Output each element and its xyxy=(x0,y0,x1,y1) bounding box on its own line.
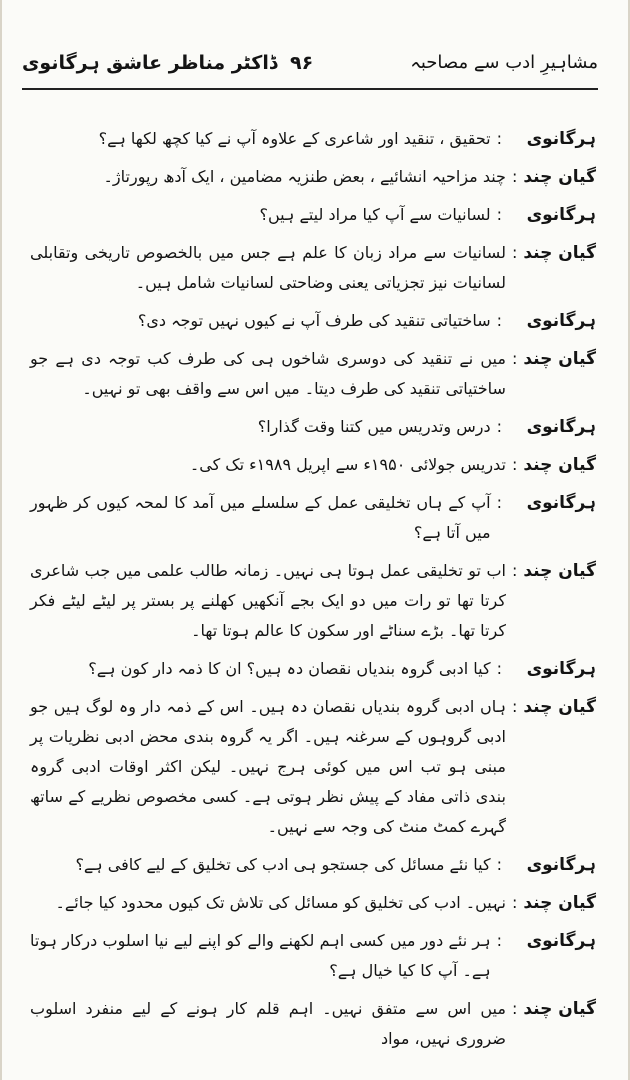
speaker-colon: : xyxy=(496,417,502,436)
dialogue-text: میں اس سے متفق نہیں۔ اہم قلم کار ہونے کے لیے منفرد اسلوب ضروری نہیں، مواد xyxy=(30,999,506,1048)
speaker-colon: : xyxy=(496,129,502,148)
header-rule xyxy=(22,88,598,90)
speaker-colon: : xyxy=(496,931,502,950)
dialogue-text: تدریس جولائی ۱۹۵۰ء سے اپریل ۱۹۸۹ء تک کی۔ xyxy=(189,455,506,474)
dialogue-text: نہیں۔ ادب کی تخلیق کو مسائل کی تلاش تک کیوں محدود کیا جائے۔ xyxy=(55,893,506,912)
speaker-label: گیان چند xyxy=(523,999,596,1019)
speaker-colon: : xyxy=(511,455,518,474)
dialogue-entry xyxy=(30,850,596,880)
speaker-label: گیان چند xyxy=(523,349,596,369)
dialogue-entry xyxy=(30,888,596,918)
speaker-colon: : xyxy=(496,311,502,330)
interview-text xyxy=(30,124,596,1062)
speaker-label: ہرگانوی xyxy=(526,311,596,331)
dialogue-entry xyxy=(30,488,596,548)
dialogue-entry xyxy=(30,654,596,684)
speaker-label: گیان چند xyxy=(523,893,596,913)
dialogue-text: کیا ادبی گروہ بندیاں نقصان دہ ہیں؟ ان کا ذمہ دار کون ہے؟ xyxy=(88,659,491,678)
dialogue-entry xyxy=(30,306,596,336)
dialogue-text: ہاں ادبی گروہ بندیاں نقصان دہ ہیں۔ اس کے ذمہ دار وہ لوگ ہیں جو ادبی گروہوں کے سرغنہ ہیں۔ اگر یہ گروہ بندی محض ادبی نظریات پر مبنی ہو تب اس میں کوئی ہرج نہیں۔ لیکن اکثر اوقات ادبی گروہ بندی ذاتی مفاد کے پیش نظر ہوتی ہے۔ کسی مخصوص نظریے کے ساتھ گہرے کمٹ منٹ کی وجہ سے نہیں۔ xyxy=(30,697,506,836)
dialogue-text: چند مزاحیہ انشائیے ، بعض طنزیہ مضامین ، ایک آدھ رپورتاژ۔ xyxy=(103,167,506,186)
speaker-colon: : xyxy=(511,561,518,580)
dialogue-entry xyxy=(30,556,596,646)
speaker-label: ہرگانوی xyxy=(526,931,596,951)
running-author: ڈاکٹر مناظر عاشق ہرگانوی xyxy=(22,52,278,74)
dialogue-text: لسانیات سے مراد زبان کا علم ہے جس میں بالخصوص تاریخی وتقابلی لسانیات نیز تجزیاتی یعنی وضاحتی لسانیات شامل ہیں۔ xyxy=(30,243,506,292)
dialogue-text: کیا نئے مسائل کی جستجو ہی ادب کی تخلیق کے لیے کافی ہے؟ xyxy=(75,855,491,874)
dialogue-text: لسانیات سے آپ کیا مراد لیتے ہیں؟ xyxy=(259,205,491,224)
dialogue-entry xyxy=(30,344,596,404)
speaker-label: ہرگانوی xyxy=(526,417,596,437)
dialogue-entry xyxy=(30,692,596,842)
speaker-label: گیان چند xyxy=(523,697,596,717)
dialogue-text: ساختیاتی تنقید کی طرف آپ نے کیوں نہیں توجہ دی؟ xyxy=(137,311,491,330)
dialogue-entry xyxy=(30,200,596,230)
dialogue-entry xyxy=(30,238,596,298)
dialogue-entry xyxy=(30,162,596,192)
speaker-label: ہرگانوی xyxy=(526,855,596,875)
speaker-label: ہرگانوی xyxy=(526,129,596,149)
dialogue-entry xyxy=(30,450,596,480)
dialogue-entry xyxy=(30,994,596,1054)
dialogue-text: تحقیق ، تنقید اور شاعری کے علاوہ آپ نے کیا کچھ لکھا ہے؟ xyxy=(98,129,491,148)
speaker-label: گیان چند xyxy=(523,167,596,187)
page-number: ۹۶ xyxy=(290,52,314,74)
running-title: مشاہیرِ ادب سے مصاحبہ xyxy=(410,52,598,73)
dialogue-text: آپ کے ہاں تخلیقی عمل کے سلسلے میں آمد کا لمحہ کیوں کر ظہور میں آتا ہے؟ xyxy=(30,493,491,542)
page-header xyxy=(22,52,598,82)
speaker-colon: : xyxy=(496,493,502,512)
speaker-colon: : xyxy=(496,855,502,874)
speaker-colon: : xyxy=(511,243,518,262)
dialogue-entry xyxy=(30,926,596,986)
speaker-label: گیان چند xyxy=(523,455,596,475)
speaker-colon: : xyxy=(511,893,518,912)
speaker-colon: : xyxy=(496,659,502,678)
dialogue-text: اب تو تخلیقی عمل ہوتا ہی نہیں۔ زمانہ طالب علمی میں جب شاعری کرتا تھا تو رات میں دو ایک بجے آنکھیں کھلنے پر بستر پر لیٹے لیٹے فکر کرتا تھا۔ بڑے سناٹے اور سکون کا عالم ہوتا تھا۔ xyxy=(30,561,506,640)
dialogue-entry xyxy=(30,412,596,442)
speaker-label: ہرگانوی xyxy=(526,493,596,513)
dialogue-text: ہر نئے دور میں کسی اہم لکھنے والے کو اپنے لیے نیا اسلوب درکار ہوتا ہے۔ آپ کا کیا خیال ہے؟ xyxy=(30,931,491,980)
dialogue-entry xyxy=(30,124,596,154)
speaker-colon: : xyxy=(511,697,518,716)
dialogue-text: میں نے تنقید کی دوسری شاخوں ہی کی طرف کب توجہ دی ہے جو ساختیاتی تنقید کی طرف دیتا۔ میں اس سے واقف بھی تو نہیں۔ xyxy=(30,349,506,398)
speaker-label: گیان چند xyxy=(523,561,596,581)
speaker-label: ہرگانوی xyxy=(526,659,596,679)
speaker-label: ہرگانوی xyxy=(526,205,596,225)
speaker-colon: : xyxy=(511,167,518,186)
dialogue-text: درس وتدریس میں کتنا وقت گذارا؟ xyxy=(257,417,491,436)
speaker-label: گیان چند xyxy=(523,243,596,263)
speaker-colon: : xyxy=(511,349,518,368)
speaker-colon: : xyxy=(511,999,518,1018)
speaker-colon: : xyxy=(496,205,502,224)
